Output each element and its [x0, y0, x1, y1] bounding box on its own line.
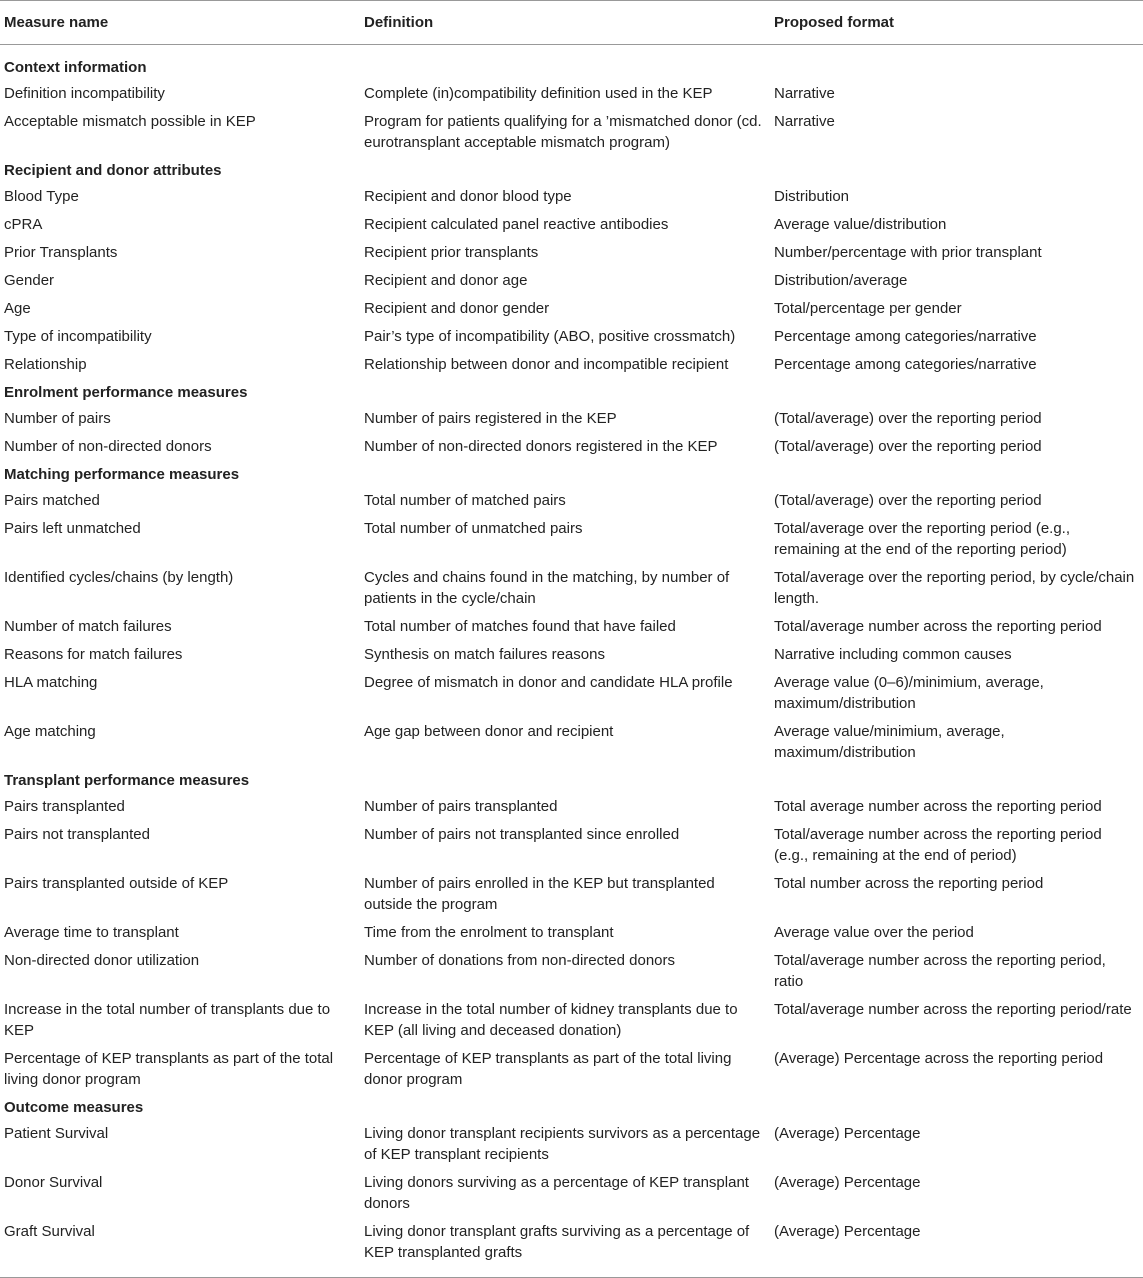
section-heading: Enrolment performance measures: [4, 384, 248, 401]
table-row: [0, 486, 1143, 514]
measure-name-cell: Age matching: [4, 723, 96, 740]
definition-cell: Program for patients qualifying for a ’mismatched donor (cd. eurotransplant acceptable mismatch program): [364, 113, 762, 151]
measure-name-cell: Type of incompatibility: [4, 328, 152, 345]
table-row: [0, 1119, 1143, 1168]
section-row: [0, 45, 1143, 80]
definition-cell: Pair’s type of incompatibility (ABO, positive crossmatch): [364, 328, 736, 345]
proposed-format-cell: Narrative: [774, 85, 835, 102]
definition-cell: Total number of matched pairs: [364, 492, 566, 509]
section-row: [0, 766, 1143, 792]
measure-name-cell: Pairs not transplanted: [4, 826, 150, 843]
section-row: [0, 156, 1143, 182]
definition-cell: Living donors surviving as a percentage of KEP transplant donors: [364, 1174, 749, 1212]
measure-name-cell: Number of non-directed donors: [4, 438, 212, 455]
proposed-format-cell: Average value/minimium, average, maximum/distribution: [774, 723, 1005, 761]
measure-name-cell: Age: [4, 300, 31, 317]
measure-name-cell: Gender: [4, 272, 55, 289]
table-row: [0, 432, 1143, 460]
definition-cell: Number of pairs registered in the KEP: [364, 410, 617, 427]
table-row: [0, 350, 1143, 378]
measure-name-cell: Relationship: [4, 356, 87, 373]
table-row: [0, 266, 1143, 294]
definition-cell: Recipient and donor age: [364, 272, 528, 289]
proposed-format-cell: (Average) Percentage: [774, 1125, 921, 1142]
table-row: [0, 792, 1143, 820]
proposed-format-cell: (Average) Percentage: [774, 1174, 921, 1191]
measure-name-cell: Pairs left unmatched: [4, 520, 141, 537]
definition-cell: Recipient and donor gender: [364, 300, 550, 317]
definition-cell: Time from the enrolment to transplant: [364, 924, 614, 941]
table-row: [0, 79, 1143, 107]
table-row: [0, 404, 1143, 432]
header-proposed-format: Proposed format: [770, 1, 1143, 45]
proposed-format-cell: Total/percentage per gender: [774, 300, 962, 317]
table-row: [0, 612, 1143, 640]
definition-cell: Degree of mismatch in donor and candidate HLA profile: [364, 674, 733, 691]
measure-name-cell: Definition incompatibility: [4, 85, 165, 102]
measure-name-cell: Increase in the total number of transplants due to KEP: [4, 1001, 331, 1039]
proposed-format-cell: Narrative including common causes: [774, 646, 1012, 663]
proposed-format-cell: Total/average number across the reporting period (e.g., remaining at the end of period): [774, 826, 1102, 864]
table-header: [0, 1, 1143, 45]
measure-name-cell: Number of match failures: [4, 618, 172, 635]
measure-name-cell: Number of pairs: [4, 410, 111, 427]
proposed-format-cell: Average value (0–6)/minimium, average, maximum/distribution: [774, 674, 1044, 712]
definition-cell: Recipient and donor blood type: [364, 188, 572, 205]
proposed-format-cell: Total/average over the reporting period (e.g., remaining at the end of the reporting period): [774, 520, 1071, 558]
proposed-format-cell: Distribution/average: [774, 272, 908, 289]
proposed-format-cell: (Total/average) over the reporting period: [774, 492, 1042, 509]
table-row: [0, 717, 1143, 766]
table-row: [0, 1168, 1143, 1217]
table-row: [0, 107, 1143, 156]
definition-cell: Recipient prior transplants: [364, 244, 539, 261]
table-row: [0, 995, 1143, 1044]
proposed-format-cell: Average value over the period: [774, 924, 974, 941]
table-row: [0, 238, 1143, 266]
section-row: [0, 1093, 1143, 1119]
table-body: [0, 45, 1143, 1278]
measure-name-cell: cPRA: [4, 216, 43, 233]
section-row: [0, 378, 1143, 404]
measure-name-cell: HLA matching: [4, 674, 98, 691]
table-row: [0, 322, 1143, 350]
proposed-format-cell: Total/average over the reporting period, by cycle/chain length.: [774, 569, 1135, 607]
proposed-format-cell: Average value/distribution: [774, 216, 947, 233]
definition-cell: Increase in the total number of kidney transplants due to KEP (all living and deceased donation): [364, 1001, 738, 1039]
measure-name-cell: Identified cycles/chains (by length): [4, 569, 234, 586]
section-heading: Transplant performance measures: [4, 772, 250, 789]
measure-name-cell: Pairs matched: [4, 492, 100, 509]
proposed-format-cell: Total average number across the reporting period: [774, 798, 1102, 815]
proposed-format-cell: Distribution: [774, 188, 850, 205]
table-row: [0, 640, 1143, 668]
measure-name-cell: Acceptable mismatch possible in KEP: [4, 113, 256, 130]
definition-cell: Cycles and chains found in the matching, by number of patients in the cycle/chain: [364, 569, 730, 607]
definition-cell: Number of non-directed donors registered in the KEP: [364, 438, 718, 455]
table-row: [0, 514, 1143, 563]
definition-cell: Number of pairs transplanted: [364, 798, 558, 815]
table-row: [0, 820, 1143, 869]
measure-name-cell: Reasons for match failures: [4, 646, 183, 663]
definition-cell: Relationship between donor and incompatible recipient: [364, 356, 729, 373]
table-row: [0, 1217, 1143, 1278]
proposed-format-cell: (Average) Percentage: [770, 1217, 1143, 1278]
definition-cell: Number of donations from non-directed donors: [364, 952, 676, 969]
measure-name-cell: Patient Survival: [4, 1125, 109, 1142]
table-row: [0, 918, 1143, 946]
measure-name-cell: Graft Survival: [0, 1217, 360, 1278]
definition-cell: Total number of unmatched pairs: [364, 520, 583, 537]
header-measure-name: Measure name: [0, 1, 360, 45]
measure-name-cell: Donor Survival: [4, 1174, 103, 1191]
proposed-format-cell: (Average) Percentage across the reporting period: [774, 1050, 1104, 1067]
definition-cell: Percentage of KEP transplants as part of the total living donor program: [364, 1050, 732, 1088]
measure-name-cell: Non-directed donor utilization: [4, 952, 200, 969]
table-row: [0, 668, 1143, 717]
definition-cell: Age gap between donor and recipient: [364, 723, 614, 740]
header-definition: Definition: [360, 1, 770, 45]
table-row: [0, 210, 1143, 238]
measure-name-cell: Average time to transplant: [4, 924, 179, 941]
measure-name-cell: Pairs transplanted outside of KEP: [4, 875, 229, 892]
measure-name-cell: Blood Type: [4, 188, 79, 205]
proposed-format-cell: (Total/average) over the reporting period: [774, 438, 1042, 455]
table-row: [0, 946, 1143, 995]
proposed-format-cell: (Total/average) over the reporting period: [774, 410, 1042, 427]
table-row: [0, 294, 1143, 322]
proposed-format-cell: Number/percentage with prior transplant: [774, 244, 1042, 261]
definition-cell: Total number of matches found that have failed: [364, 618, 676, 635]
proposed-format-cell: Total/average number across the reporting period: [774, 618, 1102, 635]
definition-cell: Recipient calculated panel reactive antibodies: [364, 216, 669, 233]
definition-cell: Number of pairs not transplanted since enrolled: [364, 826, 680, 843]
section-heading: Matching performance measures: [4, 466, 240, 483]
measure-name-cell: Pairs transplanted: [4, 798, 125, 815]
section-heading: Context information: [4, 59, 147, 76]
proposed-format-cell: Total/average number across the reporting period, ratio: [774, 952, 1106, 990]
definition-cell: Complete (in)compatibility definition used in the KEP: [364, 85, 713, 102]
table-row: [0, 1044, 1143, 1093]
definition-cell: Number of pairs enrolled in the KEP but transplanted outside the program: [364, 875, 715, 913]
table-row: [0, 182, 1143, 210]
table-row: [0, 563, 1143, 612]
table-row: [0, 869, 1143, 918]
proposed-format-cell: Total number across the reporting period: [774, 875, 1044, 892]
measure-name-cell: Prior Transplants: [4, 244, 118, 261]
definition-cell: Synthesis on match failures reasons: [364, 646, 605, 663]
measure-name-cell: Percentage of KEP transplants as part of the total living donor program: [4, 1050, 334, 1088]
proposed-format-cell: Percentage among categories/narrative: [774, 328, 1037, 345]
definition-cell: Living donor transplant grafts surviving as a percentage of KEP transplanted grafts: [360, 1217, 770, 1278]
proposed-format-cell: Total/average number across the reporting period/rate: [774, 1001, 1132, 1018]
header-row: [0, 1, 1143, 45]
section-heading: Outcome measures: [4, 1099, 144, 1116]
section-heading: Recipient and donor attributes: [4, 162, 222, 179]
section-row: [0, 460, 1143, 486]
proposed-format-cell: Narrative: [774, 113, 835, 130]
proposed-format-cell: Percentage among categories/narrative: [774, 356, 1037, 373]
definition-cell: Living donor transplant recipients survivors as a percentage of KEP transplant recipients: [364, 1125, 761, 1163]
